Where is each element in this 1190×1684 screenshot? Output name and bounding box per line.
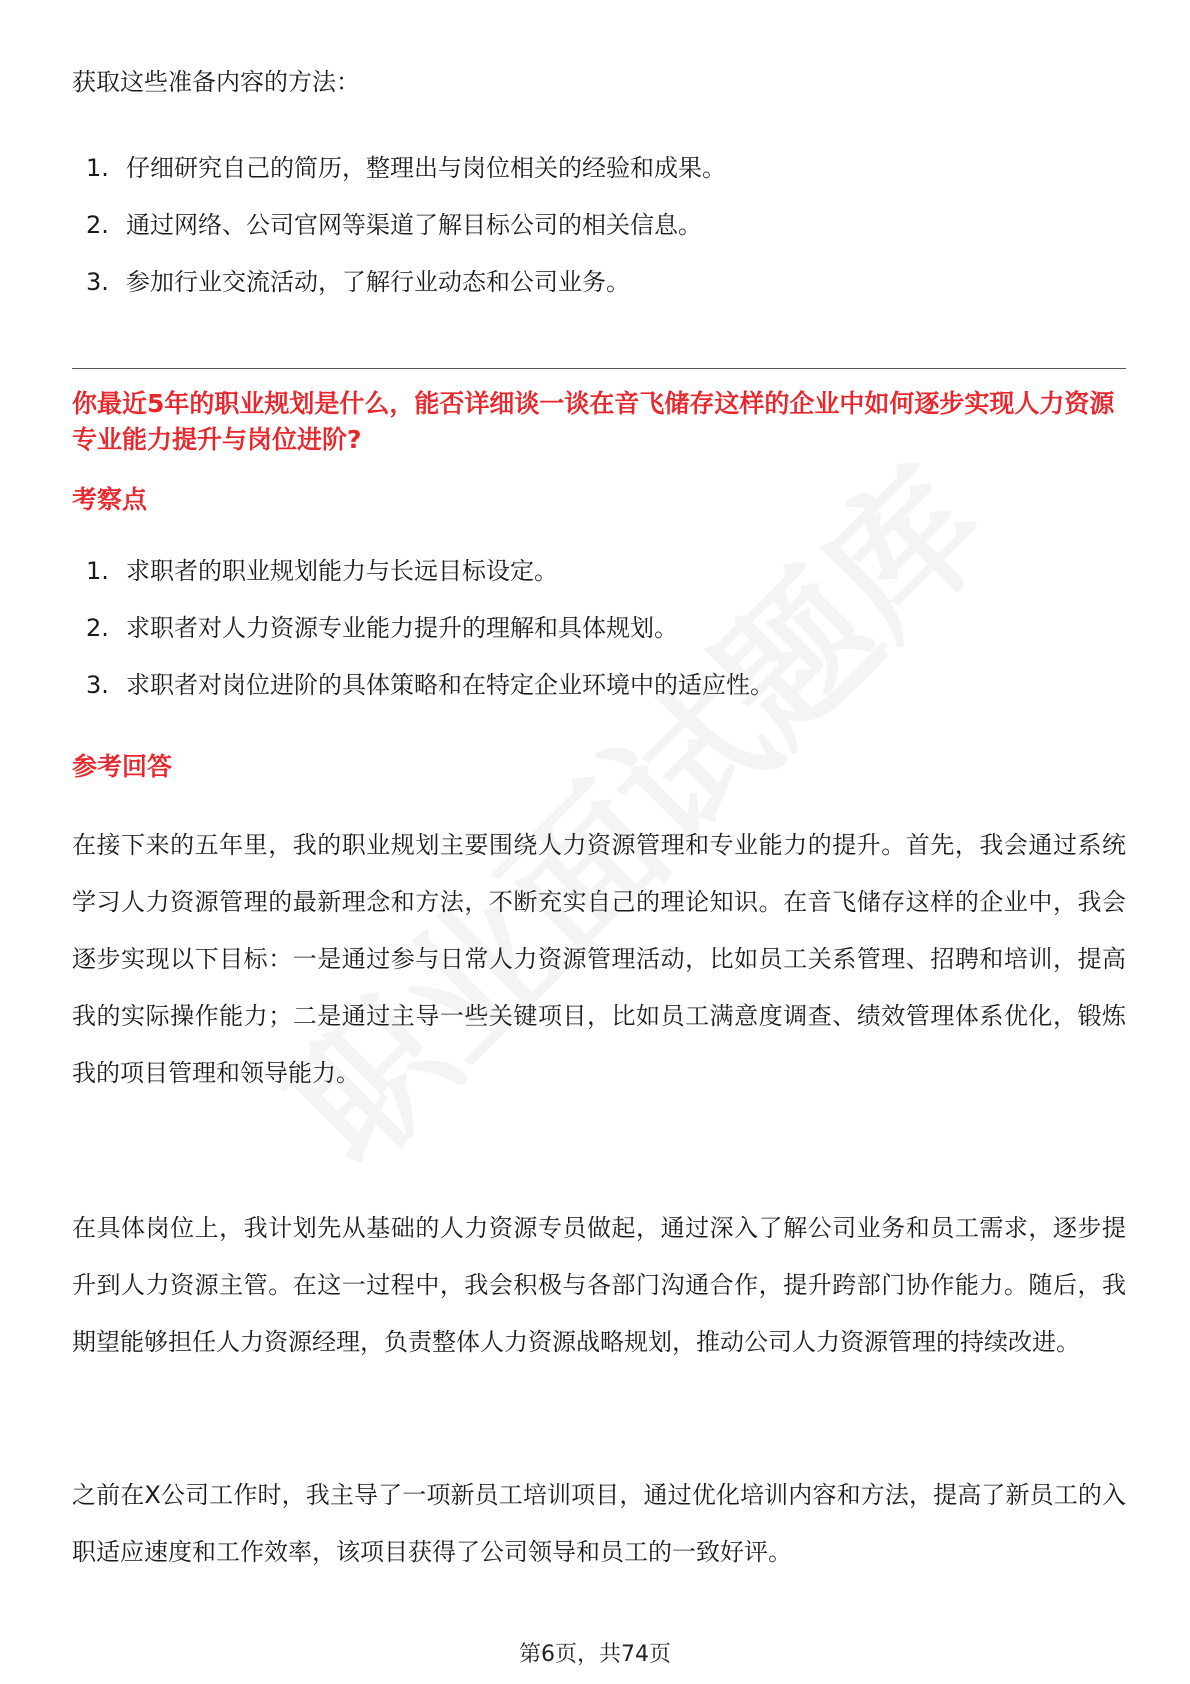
intro-text: 获取这些准备内容的方法： xyxy=(72,68,360,96)
list-text: 仔细研究自己的简历，整理出与岗位相关的经验和成果。 xyxy=(126,154,726,182)
list-item xyxy=(72,665,774,722)
list-text: 求职者对人力资源专业能力提升的理解和具体规划。 xyxy=(126,614,678,642)
list-item xyxy=(72,262,726,319)
list-number: 3. xyxy=(86,268,109,296)
list-item xyxy=(72,148,726,205)
list-text: 参加行业交流活动，了解行业动态和公司业务。 xyxy=(126,268,630,296)
section-divider xyxy=(72,368,1126,369)
prep-methods-list xyxy=(72,148,726,319)
answer-paragraph: 在具体岗位上，我计划先从基础的人力资源专员做起，通过深入了解公司业务和员工需求，逐步提升到人力资源主管。在这一过程中，我会积极与各部门沟通合作，提升跨部门协作能力。随后，我期望能够担任人力资源经理，负责整体人力资源战略规划，推动公司人力资源管理的持续改进。 xyxy=(72,1214,1126,1356)
list-text: 通过网络、公司官网等渠道了解目标公司的相关信息。 xyxy=(126,211,702,239)
answer-paragraph: 在接下来的五年里，我的职业规划主要围绕人力资源管理和专业能力的提升。首先，我会通过系统学习人力资源管理的最新理念和方法，不断充实自己的理论知识。在音飞储存这样的企业中，我会逐步实现以下目标：一是通过参与日常人力资源管理活动，比如员工关系管理、招聘和培训，提高我的实际操作能力；二是通过主导一些关键项目，比如员工满意度调查、绩效管理体系优化，锻炼我的项目管理和领导能力。 xyxy=(72,831,1126,1087)
list-item xyxy=(72,205,726,262)
focus-points-list xyxy=(72,551,774,722)
list-number: 3. xyxy=(86,671,109,699)
list-text: 求职者对岗位进阶的具体策略和在特定企业环境中的适应性。 xyxy=(126,671,774,699)
list-number: 1. xyxy=(86,557,109,585)
list-text: 求职者的职业规划能力与长远目标设定。 xyxy=(126,557,558,585)
list-number: 2. xyxy=(86,211,109,239)
answer-section-title: 参考回答 xyxy=(72,752,173,781)
list-item xyxy=(72,551,774,608)
answer-paragraph: 之前在X公司工作时，我主导了一项新员工培训项目，通过优化培训内容和方法，提高了新员工的入职适应速度和工作效率，该项目获得了公司领导和员工的一致好评。 xyxy=(72,1481,1126,1566)
list-number: 2. xyxy=(86,614,109,642)
interview-question: 你最近5年的职业规划是什么，能否详细谈一谈在音飞储存这样的企业中如何逐步实现人力资源专业能力提升与岗位进阶? xyxy=(72,389,1115,454)
focus-section-title: 考察点 xyxy=(72,485,148,514)
page-footer: 第6页，共74页 xyxy=(519,1642,671,1667)
list-number: 1. xyxy=(86,154,109,182)
list-item xyxy=(72,608,774,665)
